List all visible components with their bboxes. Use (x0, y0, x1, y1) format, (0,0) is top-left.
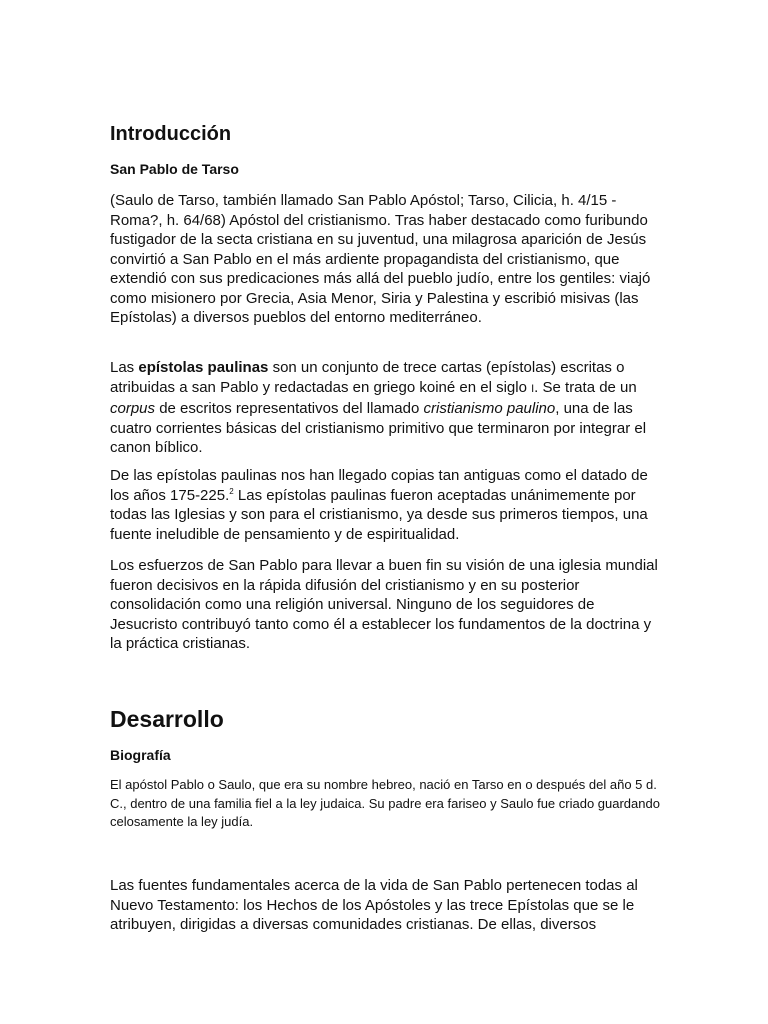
biography-paragraph-1: El apóstol Pablo o Saulo, que era su nombre hebreo, nació en Tarso en o después del año 5 d. C., dentro de una familia fiel a la ley judaica. Su padre era fariseo y Saulo fue criado guardando celosamente la ley judía. (110, 777, 660, 829)
intro-paragraph-1: (Saulo de Tarso, también llamado San Pablo Apóstol; Tarso, Cilicia, h. 4/15 - Roma?, h. 64/68) Apóstol del cristianismo. Tras haber destacado como furibundo fustigador de la secta cristiana en su juventud, una milagrosa aparición de Jesús convirtió a San Pablo en el más ardiente propagandista del cristianismo, que extendió con sus predicaciones más allá del pueblo judío, entre los gentiles: viajó como misionero por Grecia, Asia Menor, Siria y Palestina y escribió misivas (las Epístolas) a diversos pueblos del entorno mediterráneo. (110, 192, 651, 326)
intro-paragraph-2 (110, 358, 662, 458)
introduction-subheading: San Pablo de Tarso (110, 161, 239, 177)
intro-paragraph-3 (110, 466, 662, 544)
footnote-reference[interactable]: 2 (229, 486, 234, 496)
biography-paragraph-2: Las fuentes fundamentales acerca de la vida de San Pablo pertenecen todas al Nuevo Testamento: los Hechos de los Apóstoles y las trece Epístolas que se le atribuyen, dirigidas a diversas comunidades cristianas. De ellas, diversos (110, 877, 638, 933)
italic-term: cristianismo paulino (423, 400, 556, 417)
text-run: De las epístolas paulinas nos han llegado copias tan antiguas como el datado de los años 175-225. (110, 467, 648, 504)
century-numeral: I (531, 382, 535, 395)
text-run: de escritos representativos del llamado (155, 400, 424, 417)
introduction-heading: Introducción (110, 123, 232, 145)
bold-term: epístolas paulinas (138, 359, 269, 376)
intro-paragraph-4: Los esfuerzos de San Pablo para llevar a buen fin su visión de una iglesia mundial fueron decisivos en la rápida difusión del cristianismo y en su posterior consolidación como una religión universal. Ninguno de los seguidores de Jesucristo contribuyó tanto como él a establecer los fundamentos de la doctrina y la práctica cristianas. (110, 557, 658, 652)
development-heading: Desarrollo (110, 706, 224, 732)
text-run: , una de las cuatro corrientes básicas del cristianismo primitivo que terminaron por integrar el canon bíblico. (110, 400, 647, 456)
biography-subheading: Biografía (110, 747, 171, 763)
italic-term: corpus (110, 400, 156, 417)
text-run: Las epístolas paulinas fueron aceptadas unánimemente por todas las Iglesias y son para el cristianismo, ya desde sus primeros tiempos, una fuente ineludible de pensamiento y de espiritualidad. (110, 486, 648, 543)
text-run: Las (110, 359, 139, 376)
text-run: . Se trata de un (534, 378, 637, 396)
text-run: son un conjunto de trece cartas (epístolas) escritas o atribuidas a san Pablo y redactadas en griego koiné en el siglo (110, 359, 625, 396)
